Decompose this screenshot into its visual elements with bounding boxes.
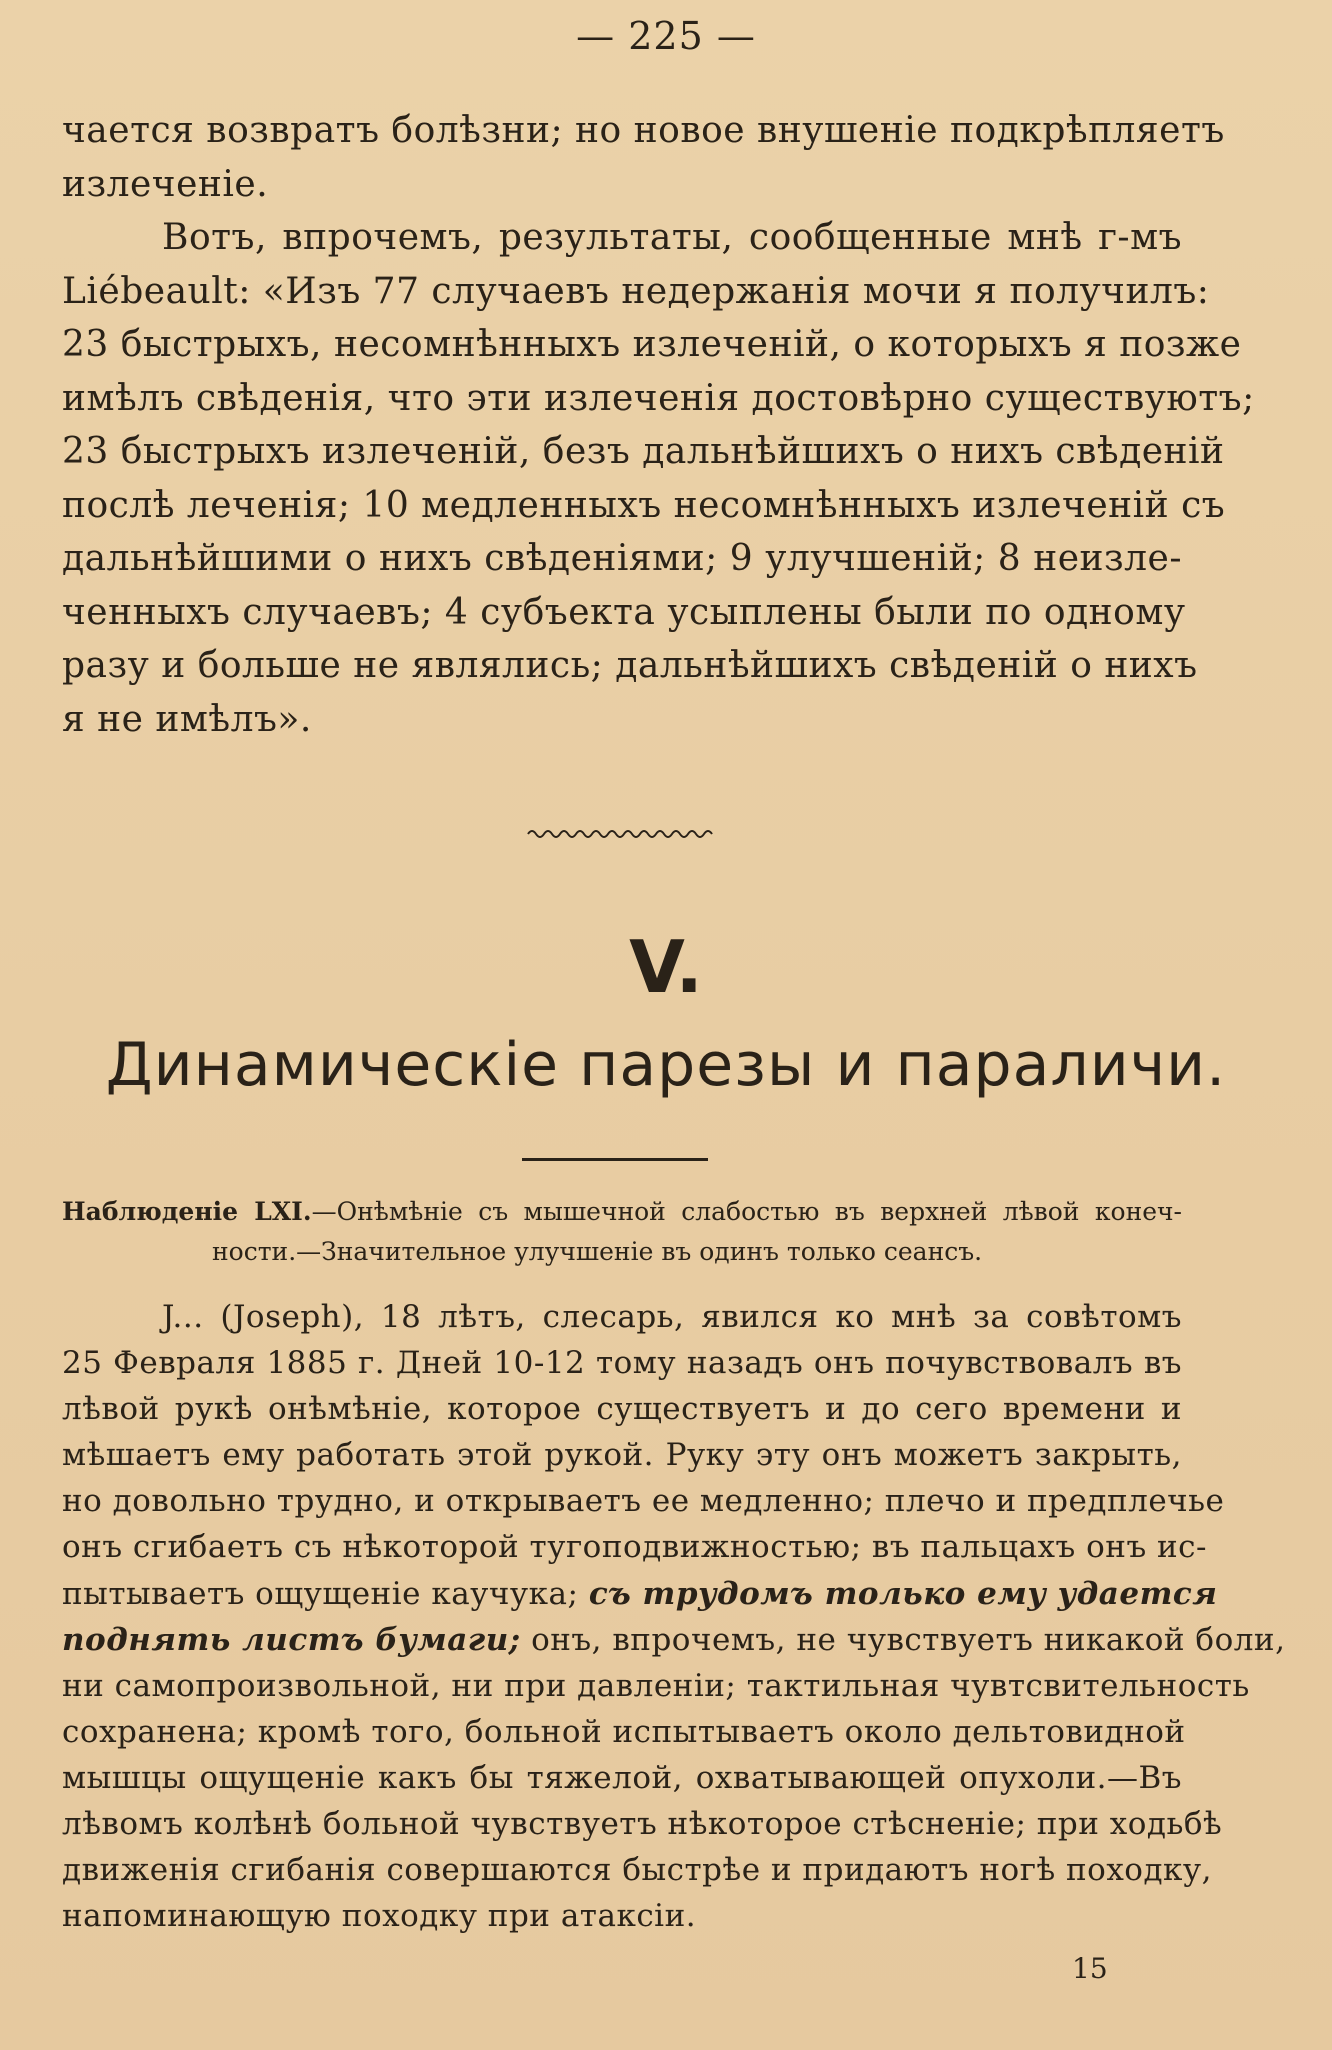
text-line: 25 Февраля 1885 г. Дней 10-12 тому назадъ онъ почувствовалъ въ [62, 1345, 1182, 1382]
text-line: излеченіе. [62, 163, 269, 205]
text-line: но довольно трудно, и открываетъ ее медленно; плечо и предплечье [62, 1483, 1225, 1520]
observation-heading-line: ности.—Значительное улучшеніе въ одинъ только сеансъ. [212, 1237, 983, 1266]
text-line: онъ сгибаетъ съ нѣкоторой тугоподвижностью; въ пальцахъ онъ ис- [62, 1529, 1208, 1566]
text-line: напоминающую походку при атаксіи. [62, 1898, 697, 1935]
signature-mark: 15 [1072, 1952, 1108, 1985]
text-line: движенія сгибанія совершаются быстрѣе и придаютъ ногѣ походку, [62, 1852, 1213, 1889]
text-line: мышцы ощущеніе какъ бы тяжелой, охватывающей опухоли.—Въ [62, 1759, 1182, 1796]
text-line: ченныхъ случаевъ; 4 субъекта усыплены были по одному [62, 591, 1186, 633]
text-segment: пытываетъ ощущеніе каучука; [62, 1575, 579, 1612]
observation-heading [62, 1192, 1182, 1272]
chapter-numeral: V. [629, 925, 703, 1009]
text-line: дальнѣйшими о нихъ свѣденіями; 9 улучшеній; 8 неизле- [62, 538, 1182, 579]
page-number: — 225 — [576, 14, 756, 58]
wavy-divider-ornament [528, 826, 714, 842]
italic-emphasis: съ трудомъ только ему удается [588, 1575, 1218, 1612]
observation-label: Наблюденіе LXI. [62, 1197, 312, 1226]
italic-emphasis: поднять листъ бумаги; [62, 1621, 521, 1658]
text-line: мѣшаетъ ему работать этой рукой. Руку эту онъ можетъ закрыть, [62, 1437, 1182, 1474]
paragraph-1 [62, 104, 1255, 746]
text-line: послѣ леченія; 10 медленныхъ несомнѣнныхъ излеченій съ [62, 484, 1226, 526]
paragraph-2 [62, 1294, 1286, 1939]
chapter-title: Динамическіе парезы и параличи. [105, 1030, 1227, 1100]
observation-heading-line [62, 1192, 1182, 1232]
text-line: ни самопроизвольной, ни при давленіи; тактильная чувтсвительность [62, 1667, 1250, 1704]
text-segment: онъ, впрочемъ, не чувствуетъ никакой боли, [531, 1621, 1286, 1658]
text-line: Вотъ, впрочемъ, результаты, сообщенные мнѣ г-мъ [162, 217, 1182, 258]
text-line: я не имѣлъ». [62, 698, 312, 740]
text-line: лѣвомъ колѣнѣ больной чувствуетъ нѣкоторое стѣсненіе; при ходьбѣ [62, 1806, 1223, 1843]
text-line: 23 быстрыхъ излеченій, безъ дальнѣйшихъ о нихъ свѣденій [62, 431, 1225, 472]
title-rule-divider [522, 1158, 708, 1161]
text-line: J... (Joseph), 18 лѣтъ, слесарь, явился ко мнѣ за совѣтомъ [162, 1299, 1182, 1335]
text-line: сохранена; кромѣ того, больной испытываетъ около дельтовидной [62, 1713, 1186, 1750]
text-line: имѣлъ свѣденія, что эти излеченія достовѣрно существуютъ; [62, 377, 1255, 419]
observation-heading-text: —Онѣмѣніе съ мышечной слабостью въ верхней лѣвой конеч- [311, 1197, 1182, 1226]
text-line: лѣвой рукѣ онѣмѣніе, которое существуетъ и до сего времени и [62, 1391, 1182, 1428]
text-line [62, 1617, 1286, 1663]
text-line: Liébeault: «Изъ 77 случаевъ недержанія мочи я получилъ: [62, 270, 1210, 312]
text-line: чается возвратъ болѣзни; но новое внушеніе подкрѣпляетъ [62, 110, 1225, 151]
text-line: разу и больше не являлись; дальнѣйшихъ свѣденій о нихъ [62, 645, 1198, 686]
text-line [62, 1571, 1218, 1617]
text-line: 23 быстрыхъ, несомнѣнныхъ излеченій, о которыхъ я позже [62, 324, 1242, 365]
